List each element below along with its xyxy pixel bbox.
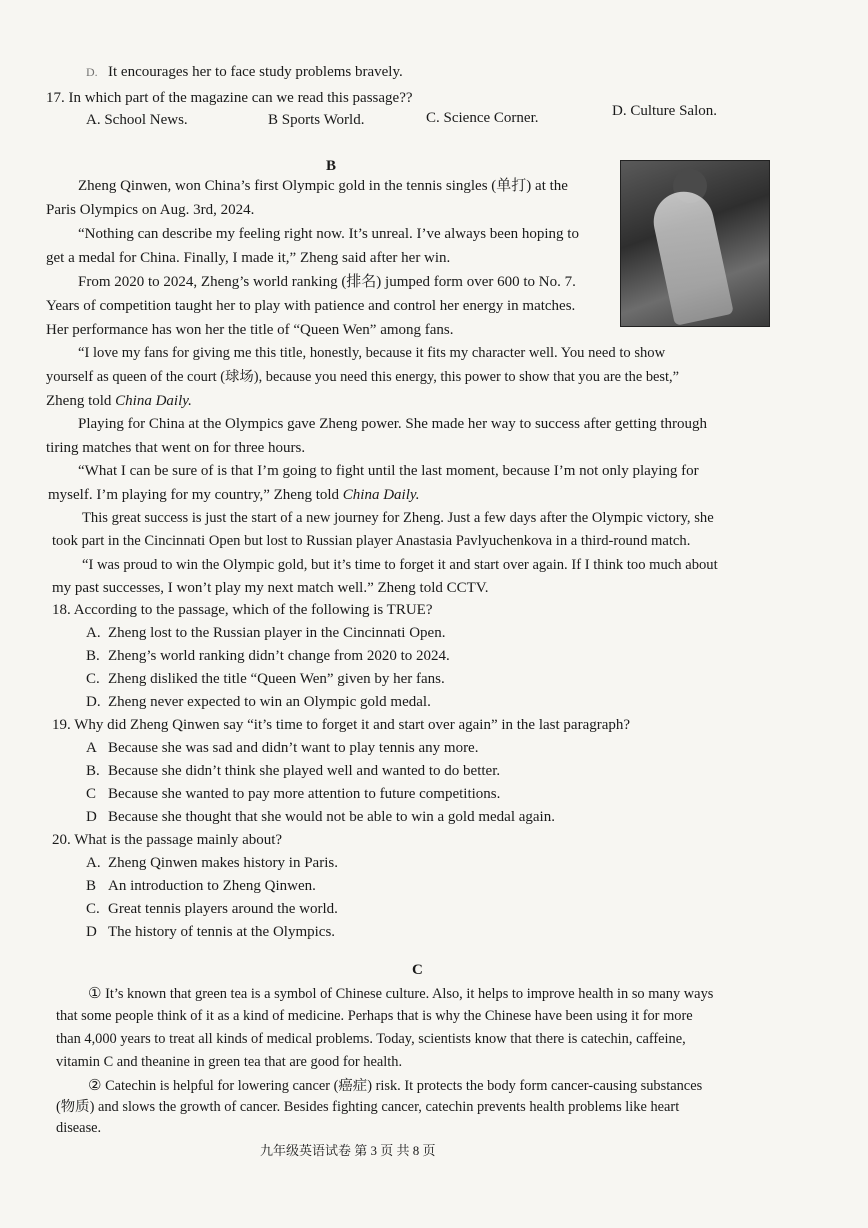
q20-option-b	[86, 876, 316, 896]
passage-b-line-source	[48, 485, 419, 505]
option-text: Zheng disliked the title “Queen Wen” given by her fans.	[108, 671, 445, 687]
option-letter: D.	[86, 65, 98, 79]
q17-option-c	[426, 108, 538, 128]
passage-b-line: “Nothing can describe my feeling right now. It’s unreal. I’ve always been hoping to	[78, 226, 579, 242]
passage-b-line: Years of competition taught her to play with patience and control her energy in matches.	[46, 298, 576, 314]
question-number: 19.	[52, 717, 71, 733]
option-text: Science Corner.	[443, 110, 539, 126]
question-text: What is the passage mainly about?	[74, 832, 283, 848]
option-letter: A.	[86, 112, 101, 128]
q17-option-d	[612, 101, 717, 121]
option-letter: B	[86, 878, 97, 894]
option-text: Sports World.	[281, 112, 365, 128]
q20-option-d	[86, 922, 335, 942]
option-letter: D.	[86, 694, 101, 710]
q18-option-a	[86, 623, 445, 643]
option-text: Great tennis players around the world.	[108, 901, 338, 917]
source-name: China Daily.	[115, 393, 192, 409]
passage-c-p2-line: disease.	[56, 1120, 102, 1136]
passage-c-p2-line	[88, 1075, 702, 1096]
page-footer: 九年级英语试卷 第 3 页 共 8 页	[260, 1143, 436, 1158]
passage-b-line: “I love my fans for giving me this title, honestly, because it fits my character well. You need to show	[78, 345, 666, 361]
option-letter: A.	[86, 625, 101, 641]
passage-b-line: Zheng Qinwen, won China’s first Olympic gold in the tennis singles (单打) at the	[78, 178, 568, 194]
passage-c-p1-line: that some people think of it as a kind of medicine. Perhaps that is why the Chinese have been using it for more	[56, 1008, 693, 1024]
passage-b-line: “What I can be sure of is that I’m going to fight until the last moment, because I’m not only playing for	[78, 463, 699, 479]
photo-figure-body	[648, 186, 734, 326]
option-letter: B.	[86, 763, 100, 779]
question-number: 18.	[52, 602, 71, 618]
passage-b-line: Paris Olympics on Aug. 3rd, 2024.	[46, 202, 255, 218]
passage-b-line: yourself as queen of the court (球场), because you need this energy, this power to show that you are the best,”	[46, 369, 680, 385]
question-number: 20.	[52, 832, 71, 848]
passage-c-p1-line	[88, 983, 713, 1004]
source-prefix: myself. I’m playing for my country,” Zheng told	[48, 487, 340, 503]
paragraph-text: Catechin is helpful for lowering cancer (癌症) risk. It protects the body form cancer-causing substances	[105, 1078, 703, 1094]
q18-option-c	[86, 669, 445, 689]
option-text: Culture Salon.	[630, 103, 718, 119]
option-letter: C.	[86, 671, 100, 687]
option-text: Zheng lost to the Russian player in the Cincinnati Open.	[108, 625, 446, 641]
question-19	[52, 715, 630, 735]
option-letter: B.	[86, 648, 100, 664]
q18-option-b	[86, 646, 450, 666]
question-17	[46, 88, 413, 108]
q17-option-a	[86, 110, 188, 130]
option-text: Because she thought that she would not be able to win a gold medal again.	[108, 809, 555, 825]
passage-b-line: my past successes, I won’t play my next match well.” Zheng told CCTV.	[52, 580, 489, 596]
option-text: Because she didn’t think she played well and wanted to do better.	[108, 763, 501, 779]
passage-c-p1-line: vitamin C and theanine in green tea that are good for health.	[56, 1054, 403, 1070]
passage-c-p2-line: (物质) and slows the growth of cancer. Besides fighting cancer, catechin prevents health problems like heart	[56, 1099, 680, 1115]
question-text: According to the passage, which of the following is TRUE?	[73, 602, 433, 618]
source-name: China Daily.	[342, 487, 420, 503]
option-text: Zheng Qinwen makes history in Paris.	[108, 855, 338, 871]
passage-b-title: B	[326, 158, 337, 174]
paragraph-text: It’s known that green tea is a symbol of Chinese culture. Also, it helps to improve health in so many ways	[105, 986, 714, 1002]
q17-option-b	[268, 110, 364, 130]
passage-b-line: “I was proud to win the Olympic gold, but it’s time to forget it and start over again. If I think too much about	[82, 557, 718, 573]
question-20	[52, 830, 282, 850]
option-text: It encourages her to face study problems bravely.	[108, 64, 403, 80]
option-text: Because she wanted to pay more attention to future competitions.	[108, 786, 501, 802]
source-prefix: Zheng told	[46, 393, 112, 409]
passage-b-line: This great success is just the start of a new journey for Zheng. Just a few days after the Olympic victory, she	[82, 510, 714, 526]
paragraph-mark: ①	[88, 984, 102, 1002]
q20-option-a	[86, 853, 338, 873]
question-18	[52, 600, 433, 620]
q16-option-d	[86, 62, 403, 82]
q18-option-d	[86, 692, 431, 712]
passage-b-line: get a medal for China. Finally, I made it,” Zheng said after her win.	[46, 250, 451, 266]
passage-b-line: took part in the Cincinnati Open but lost to Russian player Anastasia Pavlyuchenkova in a third-round match.	[52, 533, 691, 549]
option-text: An introduction to Zheng Qinwen.	[108, 878, 316, 894]
passage-b-line: Playing for China at the Olympics gave Zheng power. She made her way to success after getting through	[78, 416, 708, 432]
passage-c-p1-line: than 4,000 years to treat all kinds of medical problems. Today, scientists know that there is catechin, caffeine,	[56, 1031, 686, 1047]
option-letter: D	[86, 924, 97, 940]
question-text: In which part of the magazine can we read this passage??	[68, 90, 413, 106]
passage-b-line: tiring matches that went on for three hours.	[46, 440, 306, 456]
q19-option-a	[86, 738, 478, 758]
q20-option-c	[86, 899, 338, 919]
q19-option-d	[86, 807, 555, 827]
option-letter: C	[86, 786, 97, 802]
option-letter: C.	[426, 110, 440, 126]
passage-b-line: From 2020 to 2024, Zheng’s world ranking (排名) jumped form over 600 to No. 7.	[78, 274, 576, 290]
question-number: 17.	[46, 90, 65, 106]
passage-b-line: Her performance has won her the title of “Queen Wen” among fans.	[46, 322, 454, 338]
option-letter: D.	[612, 103, 627, 119]
option-letter: A	[86, 740, 97, 756]
question-text: Why did Zheng Qinwen say “it’s time to forget it and start over again” in the last paragraph?	[74, 717, 631, 733]
option-text: School News.	[104, 112, 188, 128]
passage-c-title: C	[412, 962, 423, 978]
option-text: Zheng’s world ranking didn’t change from 2020 to 2024.	[108, 648, 450, 664]
zheng-qinwen-photo	[620, 160, 770, 327]
option-letter: A.	[86, 855, 101, 871]
option-text: Because she was sad and didn’t want to play tennis any more.	[108, 740, 479, 756]
option-letter: C.	[86, 901, 100, 917]
option-text: Zheng never expected to win an Olympic gold medal.	[108, 694, 431, 710]
option-letter: B	[268, 112, 279, 128]
paragraph-mark: ②	[88, 1076, 102, 1094]
q19-option-c	[86, 784, 500, 804]
q19-option-b	[86, 761, 500, 781]
passage-b-line-source	[46, 391, 192, 411]
option-letter: D	[86, 809, 97, 825]
option-text: The history of tennis at the Olympics.	[108, 924, 336, 940]
